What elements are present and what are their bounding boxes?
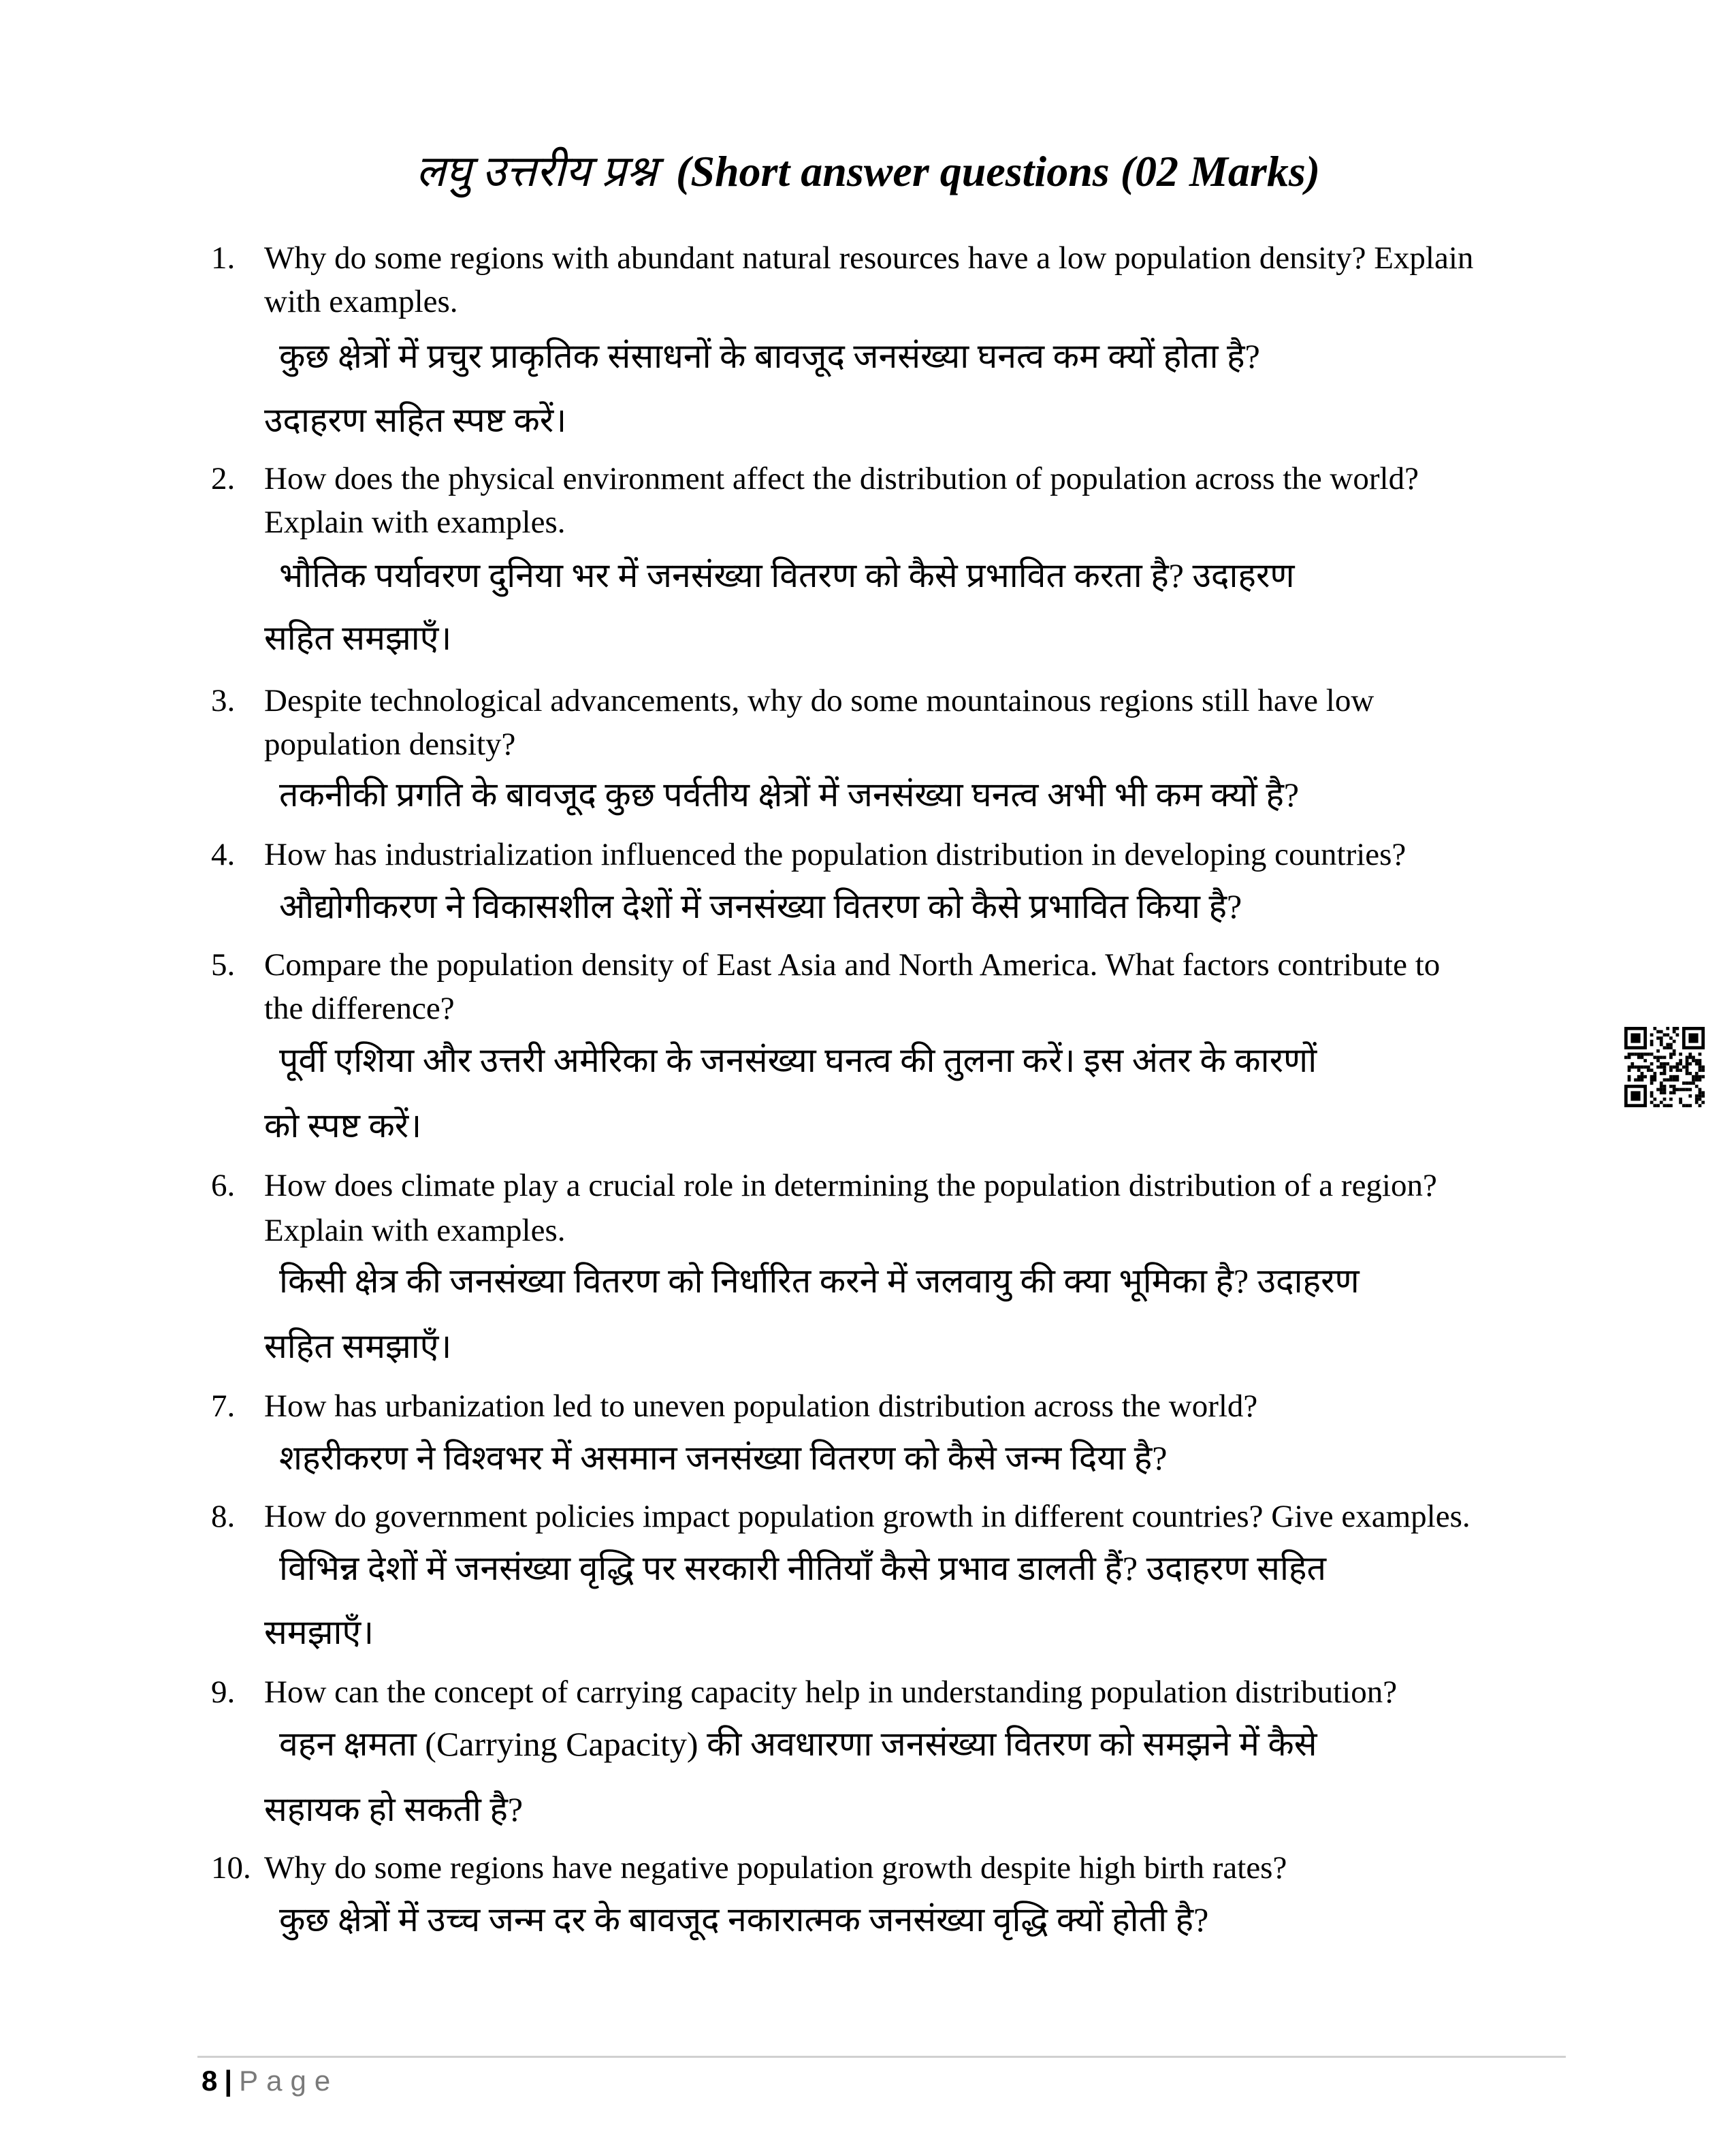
question-number: 2. [211,461,236,496]
question-number: 4. [211,837,236,872]
question-hindi-line: औद्योगीकरण ने विकासशील देशों में जनसंख्या वितरण को कैसे प्रभावित किया है? [279,887,1242,925]
footer-divider [197,2056,1566,2058]
question-english-line: Compare the population density of East Asia and North America. What factors contribute to [264,947,1441,983]
question-hindi-line: सहायक हो सकती है? [264,1790,524,1828]
question-number: 5. [211,947,236,983]
question-english-line: population density? [264,727,516,762]
question-number: 10. [211,1850,251,1886]
question-hindi-line: भौतिक पर्यावरण दुनिया भर में जनसंख्या वितरण को कैसे प्रभावित करता है? उदाहरण [279,556,1295,594]
question-english-line: Despite technological advancements, why do some mountainous regions still have low [264,683,1375,718]
question-number: 6. [211,1168,236,1203]
page-number: 8 [202,2065,218,2097]
title-english: (Short answer questions (02 Marks) [676,147,1321,195]
question-hindi-line: सहित समझाएँ। [264,619,452,657]
question-english-line: How has urbanization led to uneven population distribution across the world? [264,1388,1258,1424]
question-hindi-line: विभिन्न देशों में जनसंख्या वृद्धि पर सरकारी नीतियाँ कैसे प्रभाव डालती हैं? उदाहरण सहित [279,1549,1326,1587]
question-number: 1. [211,240,236,276]
page-title [0,140,1736,199]
question-hindi-line: किसी क्षेत्र की जनसंख्या वितरण को निर्धारित करने में जलवायु की क्या भूमिका है? उदाहरण [279,1262,1360,1300]
question-english-line: with examples. [264,284,458,319]
question-english-line: How do government policies impact population growth in different countries? Give examples. [264,1499,1470,1534]
question-english-line: Why do some regions have negative population growth despite high birth rates? [264,1850,1287,1886]
question-number: 9. [211,1674,236,1710]
question-english-line: How has industrialization influenced the population distribution in developing countries? [264,837,1407,872]
question-number: 3. [211,683,236,718]
question-number: 7. [211,1388,236,1424]
title-hindi: लघु उत्तरीय प्रश्न [415,147,658,195]
question-hindi-line: समझाएँ। [264,1613,374,1651]
question-number: 8. [211,1499,236,1534]
footer-separator: | [224,2065,233,2097]
question-english-line: the difference? [264,991,455,1026]
question-hindi-line: वहन क्षमता (Carrying Capacity) की अवधारणा जनसंख्या वितरण को समझने में कैसे [279,1725,1317,1763]
question-english-line: How does climate play a crucial role in determining the population distribution of a region? [264,1168,1437,1203]
question-english-line: How does the physical environment affect the distribution of population across the world? [264,461,1419,496]
qr-code-icon [1624,1027,1705,1107]
question-hindi-line: पूर्वी एशिया और उत्तरी अमेरिका के जनसंख्या घनत्व की तुलना करें। इस अंतर के कारणों [279,1041,1317,1079]
page-label: Page [239,2065,339,2097]
question-hindi-line: उदाहरण सहित स्पष्ट करें। [264,401,567,439]
question-english-line: How can the concept of carrying capacity help in understanding population distribution? [264,1674,1398,1710]
question-hindi-line: शहरीकरण ने विश्वभर में असमान जनसंख्या वितरण को कैसे जन्म दिया है? [279,1439,1168,1477]
question-english-line: Explain with examples. [264,505,566,540]
question-english-line: Explain with examples. [264,1213,566,1248]
question-hindi-line: तकनीकी प्रगति के बावजूद कुछ पर्वतीय क्षेत्रों में जनसंख्या घनत्व अभी भी कम क्यों है? [279,776,1300,814]
question-hindi-line: सहित समझाएँ। [264,1327,452,1365]
question-english-line: Why do some regions with abundant natural resources have a low population density? Explain [264,240,1474,276]
question-hindi-line: कुछ क्षेत्रों में उच्च जन्म दर के बावजूद नकारात्मक जनसंख्या वृद्धि क्यों होती है? [279,1901,1209,1939]
page-footer [202,2065,338,2097]
question-hindi-line: कुछ क्षेत्रों में प्रचुर प्राकृतिक संसाधनों के बावजूद जनसंख्या घनत्व कम क्यों होता है? [279,337,1260,375]
question-hindi-line: को स्पष्ट करें। [264,1107,422,1145]
